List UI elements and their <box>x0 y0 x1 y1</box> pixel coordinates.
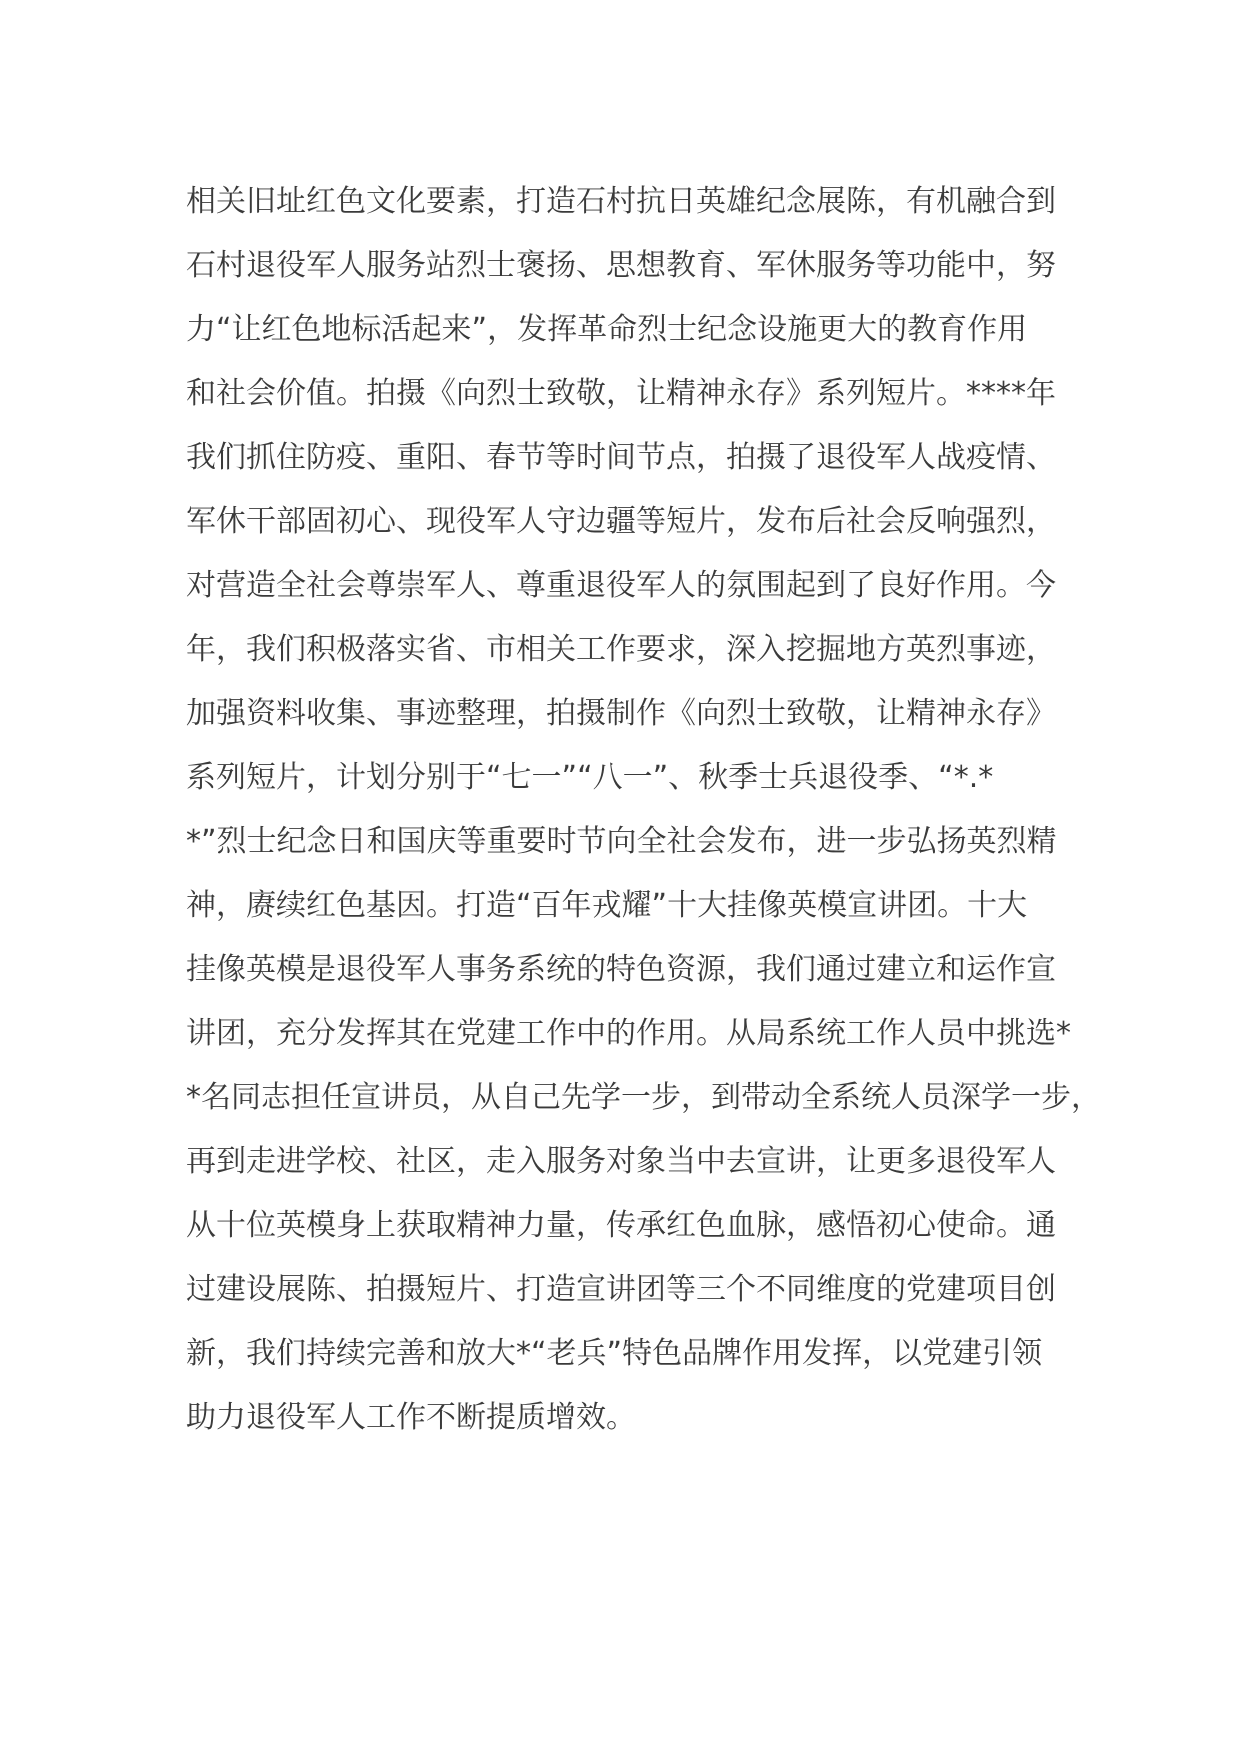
text-line: 和社会价值。拍摄《向烈士致敬，让精神永存》系列短片。****年 <box>186 376 1056 411</box>
text-line: 系列短片，计划分别于“七一”“八一”、秋季士兵退役季、“*.* <box>186 760 994 795</box>
text-line: *”烈士纪念日和国庆等重要时节向全社会发布，进一步弘扬英烈精 <box>186 824 1057 859</box>
text-line: 从十位英模身上获取精神力量，传承红色血脉，感悟初心使命。通 <box>186 1208 1056 1243</box>
text-line: 新，我们持续完善和放大*“老兵”特色品牌作用发挥，以党建引领 <box>186 1336 1043 1371</box>
body-paragraph <box>186 170 1101 1450</box>
text-line: 神，赓续红色基因。打造“百年戎耀”十大挂像英模宣讲团。十大 <box>186 888 1028 923</box>
text-line: 加强资料收集、事迹整理，拍摄制作《向烈士致敬，让精神永存》 <box>186 696 1056 731</box>
text-line: 助力退役军人工作不断提质增效。 <box>186 1400 636 1435</box>
text-line: 再到走进学校、社区，走入服务对象当中去宣讲，让更多退役军人 <box>186 1144 1056 1179</box>
text-line: 相关旧址红色文化要素，打造石村抗日英雄纪念展陈，有机融合到 <box>186 184 1056 219</box>
text-line: 我们抓住防疫、重阳、春节等时间节点，拍摄了退役军人战疫情、 <box>186 440 1056 475</box>
text-line: 军休干部固初心、现役军人守边疆等短片，发布后社会反响强烈， <box>186 504 1056 539</box>
text-line: 力“让红色地标活起来”，发挥革命烈士纪念设施更大的教育作用 <box>186 312 1028 347</box>
text-line: *名同志担任宣讲员，从自己先学一步，到带动全系统人员深学一步， <box>186 1080 1101 1115</box>
text-line: 讲团，充分发挥其在党建工作中的作用。从局系统工作人员中挑选* <box>186 1016 1071 1051</box>
text-line: 对营造全社会尊崇军人、尊重退役军人的氛围起到了良好作用。今 <box>186 568 1056 603</box>
text-line: 年，我们积极落实省、市相关工作要求，深入挖掘地方英烈事迹， <box>186 632 1056 667</box>
text-line: 石村退役军人服务站烈士褒扬、思想教育、军休服务等功能中，努 <box>186 248 1056 283</box>
text-line: 挂像英模是退役军人事务系统的特色资源，我们通过建立和运作宣 <box>186 952 1056 987</box>
text-line: 过建设展陈、拍摄短片、打造宣讲团等三个不同维度的党建项目创 <box>186 1272 1056 1307</box>
